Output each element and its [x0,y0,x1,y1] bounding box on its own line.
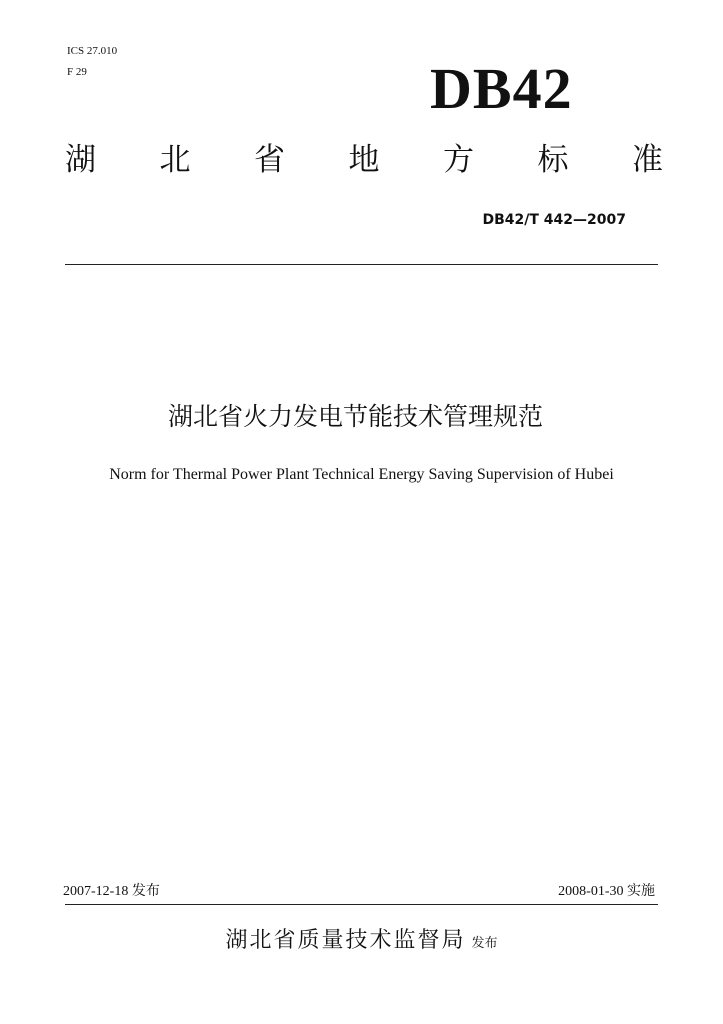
classification-code: F 29 [67,66,87,78]
standard-number: DB42/T 442—2007 [482,212,626,228]
header-divider [65,264,658,265]
standard-type-char: 地 [348,142,380,178]
footer-divider [65,904,658,905]
standard-type-char: 方 [443,142,474,178]
english-title: Norm for Thermal Power Plant Technical Energy Saving Supervision of Hubei [109,466,614,483]
standard-type-char: 标 [537,142,569,178]
issuer [0,926,723,959]
ics-code: ICS 27.010 [67,45,118,57]
issuer-name: 湖北省质量技术监督局 [225,928,466,953]
issuer-verb: 发布 [471,936,498,951]
standard-type-char: 湖 [65,142,96,178]
standard-logo: DB42 [430,56,573,121]
implementation-date: 2008-01-30 实施 [558,884,655,899]
chinese-title-text: 湖北省火力发电节能技术管理规范 [167,402,543,431]
chinese-title [0,400,723,434]
standard-type-char: 省 [254,142,285,178]
standard-type-heading [65,140,663,180]
standard-type-char: 准 [632,142,663,178]
standard-type-char: 北 [159,142,191,178]
issue-date: 2007-12-18 发布 [63,884,160,899]
